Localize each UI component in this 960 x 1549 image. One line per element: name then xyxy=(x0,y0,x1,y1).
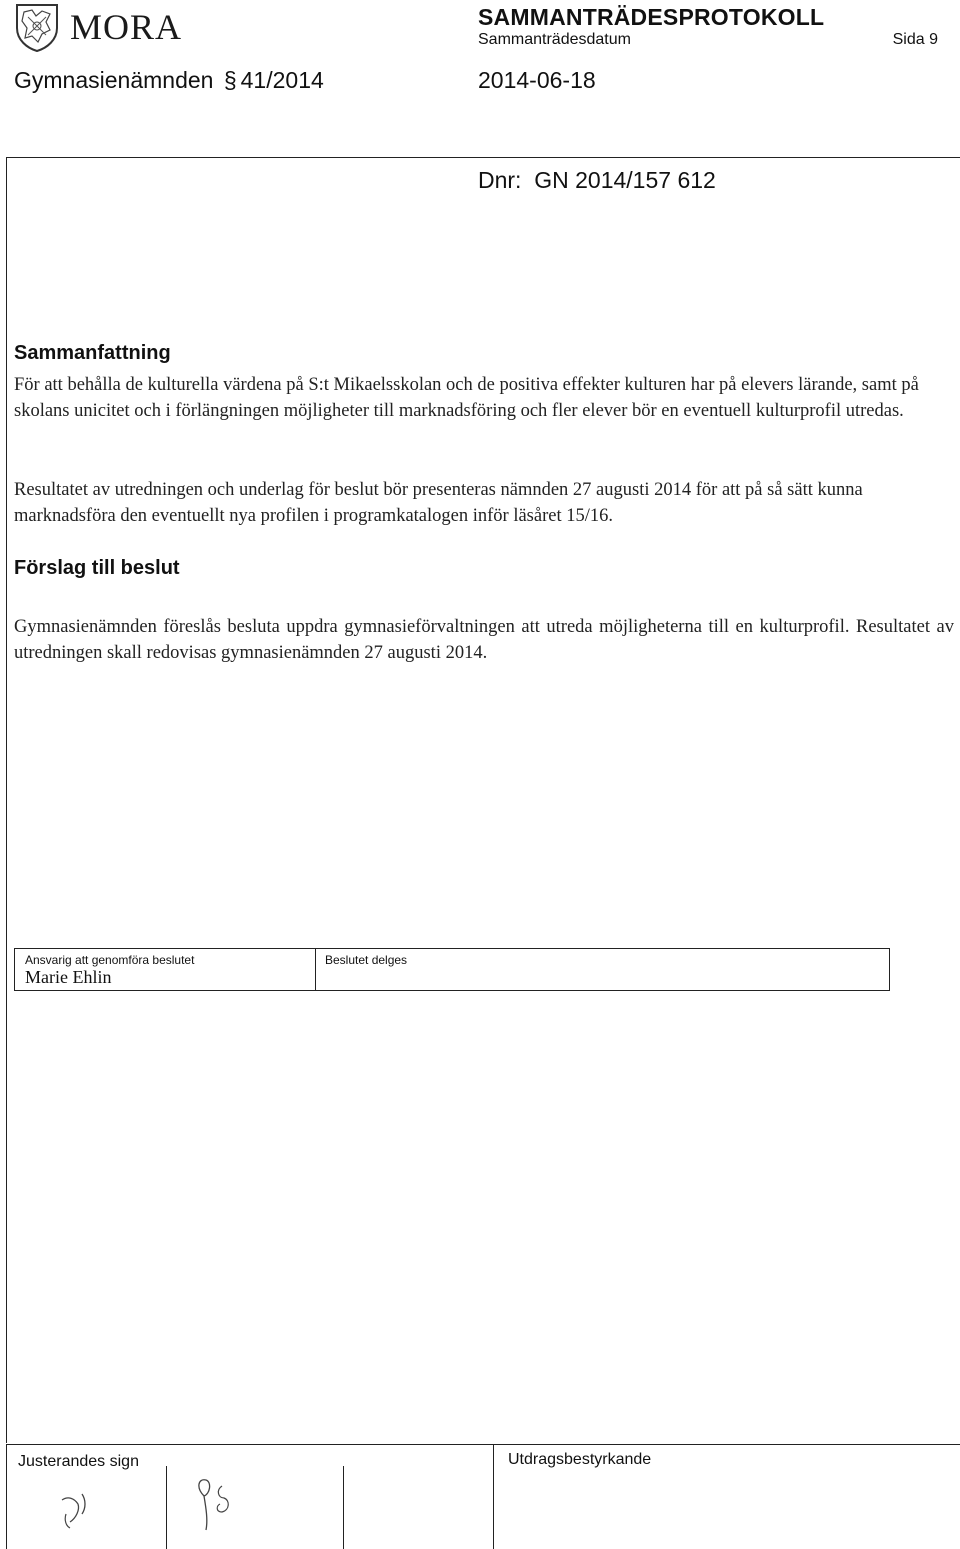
signature-2 xyxy=(186,1468,246,1543)
footer-top-border xyxy=(6,1444,960,1445)
distributed-label: Beslutet delges xyxy=(325,953,408,967)
logo-wordmark: MORA xyxy=(70,7,183,47)
content-frame-top-border xyxy=(6,157,960,158)
section-symbol: § xyxy=(223,67,237,93)
summary-heading: Sammanfattning xyxy=(14,342,171,364)
responsible-label: Ansvarig att genomföra beslutet xyxy=(25,953,195,967)
mora-coat-of-arms-icon xyxy=(12,2,62,52)
responsibility-box-divider xyxy=(315,949,316,990)
content-frame-left-border xyxy=(6,157,7,1443)
footer-left-border xyxy=(6,1444,7,1549)
responsibility-box xyxy=(14,948,890,991)
section-number: 41/2014 xyxy=(240,67,324,93)
summary-paragraph-1: För att behålla de kulturella värdena på S:t Mikaelsskolan och de positiva effekter kulturen har på elevers lärande, samt på skolans unicitet och i förlängningen möjligheter till marknadsföring och fler elever bör en eventuell kulturprofil utredas. xyxy=(14,375,919,421)
signature-1 xyxy=(52,1486,102,1541)
footer-divider-2 xyxy=(343,1466,344,1549)
meeting-date: 2014-06-18 xyxy=(478,67,596,93)
case-number: Dnr: GN 2014/157 612 xyxy=(478,167,716,193)
page-number: Sida 9 xyxy=(892,31,938,48)
summary-paragraph-2: Resultatet av utredningen och underlag för beslut bör presenteras nämnden 27 augusti 2014 för att på så sätt kunna marknadsföra den eventuellt nya profilen i programkatalogen inför läsåret 15/16. xyxy=(14,480,863,526)
proposal-heading: Förslag till beslut xyxy=(14,557,180,579)
meeting-date-label: Sammanträdesdatum xyxy=(478,31,631,48)
committee-name: Gymnasienämnden xyxy=(14,67,214,93)
extract-certification-label: Utdragsbestyrkande xyxy=(508,1451,652,1468)
footer-divider-3 xyxy=(493,1444,494,1549)
document-title: SAMMANTRÄDESPROTOKOLL xyxy=(478,4,825,30)
committee-section-line xyxy=(14,67,324,94)
adjusters-sign-label: Justerandes sign xyxy=(18,1453,139,1470)
footer-divider-1 xyxy=(166,1466,167,1549)
responsible-name: Marie Ehlin xyxy=(25,967,112,987)
proposal-text: Gymnasienämnden föreslås besluta uppdra gymnasieförvaltningen att utreda möjligheterna till en kulturprofil. Resultatet av utredningen skall redovisas gymnasienämnden 27 augusti 2014. xyxy=(14,617,954,663)
